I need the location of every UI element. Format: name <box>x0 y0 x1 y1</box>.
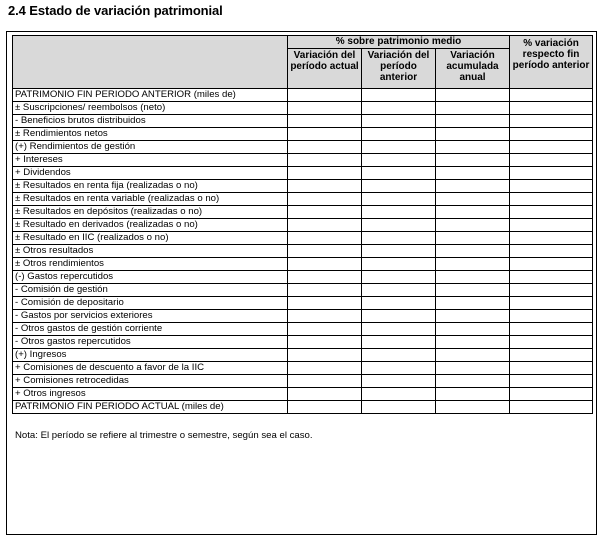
table-row <box>13 245 593 258</box>
value-cell[interactable] <box>510 89 593 102</box>
header-label-cell <box>13 36 288 89</box>
header-col4: % variación respecto fin período anterior <box>510 36 593 89</box>
value-cell[interactable] <box>510 310 593 323</box>
table-row <box>13 258 593 271</box>
row-label: + Intereses <box>13 154 288 167</box>
table-row <box>13 310 593 323</box>
table-row <box>13 154 593 167</box>
row-label: - Gastos por servicios exteriores <box>13 310 288 323</box>
row-label: - Beneficios brutos distribuidos <box>13 115 288 128</box>
value-cell[interactable] <box>288 128 362 141</box>
value-cell[interactable] <box>288 102 362 115</box>
row-label: ± Otros rendimientos <box>13 258 288 271</box>
value-cell[interactable] <box>288 245 362 258</box>
value-cell[interactable] <box>288 310 362 323</box>
value-cell[interactable] <box>436 284 510 297</box>
table-row <box>13 141 593 154</box>
row-label: PATRIMONIO FIN PERIODO ACTUAL (miles de) <box>13 401 288 414</box>
row-label: ± Resultados en depósitos (realizadas o no) <box>13 206 288 219</box>
value-cell[interactable] <box>288 401 362 414</box>
row-label: + Dividendos <box>13 167 288 180</box>
footnote: Nota: El período se refiere al trimestre o semestre, según sea el caso. <box>15 430 313 441</box>
variation-table <box>12 35 593 414</box>
row-label: ± Resultado en derivados (realizadas o no) <box>13 219 288 232</box>
value-cell[interactable] <box>436 297 510 310</box>
row-patrimonio-actual <box>13 401 593 414</box>
table-row <box>13 219 593 232</box>
value-cell[interactable] <box>436 232 510 245</box>
value-cell[interactable] <box>288 206 362 219</box>
value-cell[interactable] <box>362 128 436 141</box>
value-cell[interactable] <box>510 297 593 310</box>
row-label: ± Resultados en renta variable (realizadas o no) <box>13 193 288 206</box>
value-cell[interactable] <box>510 245 593 258</box>
value-cell[interactable] <box>288 141 362 154</box>
value-cell[interactable] <box>362 401 436 414</box>
value-cell[interactable] <box>510 349 593 362</box>
row-label: ± Rendimientos netos <box>13 128 288 141</box>
row-label: - Otros gastos repercutidos <box>13 336 288 349</box>
table-row <box>13 336 593 349</box>
value-cell[interactable] <box>510 284 593 297</box>
value-cell[interactable] <box>288 349 362 362</box>
value-cell[interactable] <box>510 375 593 388</box>
value-cell[interactable] <box>362 297 436 310</box>
value-cell[interactable] <box>436 388 510 401</box>
table-row <box>13 362 593 375</box>
value-cell[interactable] <box>288 115 362 128</box>
value-cell[interactable] <box>436 310 510 323</box>
value-cell[interactable] <box>362 271 436 284</box>
value-cell[interactable] <box>362 102 436 115</box>
value-cell[interactable] <box>362 336 436 349</box>
table-row <box>13 167 593 180</box>
value-cell[interactable] <box>436 271 510 284</box>
row-label: (+) Ingresos <box>13 349 288 362</box>
table-row <box>13 232 593 245</box>
value-cell[interactable] <box>510 102 593 115</box>
section-title: 2.4 Estado de variación patrimonial <box>8 3 223 18</box>
value-cell[interactable] <box>288 258 362 271</box>
value-cell[interactable] <box>510 206 593 219</box>
row-label: + Comisiones retrocedidas <box>13 375 288 388</box>
row-label: ± Otros resultados <box>13 245 288 258</box>
value-cell[interactable] <box>436 154 510 167</box>
table-row <box>13 102 593 115</box>
row-label: (-) Gastos repercutidos <box>13 271 288 284</box>
value-cell[interactable] <box>510 401 593 414</box>
table-row <box>13 297 593 310</box>
row-label: PATRIMONIO FIN PERIODO ANTERIOR (miles de) <box>13 89 288 102</box>
value-cell[interactable] <box>436 180 510 193</box>
value-cell[interactable] <box>288 375 362 388</box>
value-cell[interactable] <box>436 89 510 102</box>
table-row <box>13 388 593 401</box>
value-cell[interactable] <box>288 193 362 206</box>
value-cell[interactable] <box>436 219 510 232</box>
value-cell[interactable] <box>510 232 593 245</box>
value-cell[interactable] <box>362 375 436 388</box>
header-row-top <box>13 36 593 49</box>
value-cell[interactable] <box>436 258 510 271</box>
value-cell[interactable] <box>510 128 593 141</box>
value-cell[interactable] <box>436 336 510 349</box>
value-cell[interactable] <box>288 232 362 245</box>
value-cell[interactable] <box>436 141 510 154</box>
value-cell[interactable] <box>362 154 436 167</box>
value-cell[interactable] <box>436 193 510 206</box>
table-row <box>13 180 593 193</box>
value-cell[interactable] <box>436 102 510 115</box>
value-cell[interactable] <box>362 180 436 193</box>
value-cell[interactable] <box>288 336 362 349</box>
value-cell[interactable] <box>362 193 436 206</box>
value-cell[interactable] <box>362 362 436 375</box>
value-cell[interactable] <box>362 323 436 336</box>
value-cell[interactable] <box>288 89 362 102</box>
value-cell[interactable] <box>510 193 593 206</box>
value-cell[interactable] <box>510 115 593 128</box>
value-cell[interactable] <box>510 323 593 336</box>
row-patrimonio-anterior <box>13 89 593 102</box>
value-cell[interactable] <box>436 115 510 128</box>
table-row <box>13 323 593 336</box>
value-cell[interactable] <box>362 141 436 154</box>
row-label: - Comisión de gestión <box>13 284 288 297</box>
value-cell[interactable] <box>288 167 362 180</box>
value-cell[interactable] <box>436 206 510 219</box>
value-cell[interactable] <box>362 206 436 219</box>
row-label: + Comisiones de descuento a favor de la IIC <box>13 362 288 375</box>
value-cell[interactable] <box>436 167 510 180</box>
header-col1: Variación del período actual <box>288 49 362 89</box>
row-label: ± Suscripciones/ reembolsos (neto) <box>13 102 288 115</box>
value-cell[interactable] <box>362 219 436 232</box>
value-cell[interactable] <box>510 362 593 375</box>
value-cell[interactable] <box>288 362 362 375</box>
row-label: + Otros ingresos <box>13 388 288 401</box>
value-cell[interactable] <box>510 180 593 193</box>
value-cell[interactable] <box>362 258 436 271</box>
value-cell[interactable] <box>436 401 510 414</box>
header-group: % sobre patrimonio medio <box>288 36 510 49</box>
value-cell[interactable] <box>362 232 436 245</box>
header-col2: Variación del período anterior <box>362 49 436 89</box>
table-row <box>13 284 593 297</box>
value-cell[interactable] <box>436 362 510 375</box>
value-cell[interactable] <box>288 180 362 193</box>
value-cell[interactable] <box>362 167 436 180</box>
value-cell[interactable] <box>362 245 436 258</box>
value-cell[interactable] <box>362 388 436 401</box>
value-cell[interactable] <box>510 388 593 401</box>
value-cell[interactable] <box>510 336 593 349</box>
value-cell[interactable] <box>436 245 510 258</box>
table-row <box>13 206 593 219</box>
row-label: ± Resultado en IIC (realizados o no) <box>13 232 288 245</box>
table-row <box>13 349 593 362</box>
value-cell[interactable] <box>288 297 362 310</box>
table-row <box>13 193 593 206</box>
table-row <box>13 128 593 141</box>
table-row <box>13 271 593 284</box>
value-cell[interactable] <box>288 323 362 336</box>
value-cell[interactable] <box>288 219 362 232</box>
value-cell[interactable] <box>510 167 593 180</box>
row-label: ± Resultados en renta fija (realizadas o no) <box>13 180 288 193</box>
value-cell[interactable] <box>288 284 362 297</box>
value-cell[interactable] <box>436 349 510 362</box>
value-cell[interactable] <box>288 271 362 284</box>
value-cell[interactable] <box>362 115 436 128</box>
value-cell[interactable] <box>510 258 593 271</box>
value-cell[interactable] <box>436 375 510 388</box>
header-col3: Variación acumulada anual <box>436 49 510 89</box>
value-cell[interactable] <box>510 141 593 154</box>
row-label: (+) Rendimientos de gestión <box>13 141 288 154</box>
row-label: - Otros gastos de gestión corriente <box>13 323 288 336</box>
value-cell[interactable] <box>510 154 593 167</box>
value-cell[interactable] <box>362 89 436 102</box>
table-row <box>13 115 593 128</box>
value-cell[interactable] <box>288 154 362 167</box>
row-label: - Comisión de depositario <box>13 297 288 310</box>
value-cell[interactable] <box>436 323 510 336</box>
value-cell[interactable] <box>362 284 436 297</box>
table-row <box>13 375 593 388</box>
value-cell[interactable] <box>510 219 593 232</box>
value-cell[interactable] <box>436 128 510 141</box>
value-cell[interactable] <box>362 349 436 362</box>
value-cell[interactable] <box>510 271 593 284</box>
value-cell[interactable] <box>362 310 436 323</box>
value-cell[interactable] <box>288 388 362 401</box>
